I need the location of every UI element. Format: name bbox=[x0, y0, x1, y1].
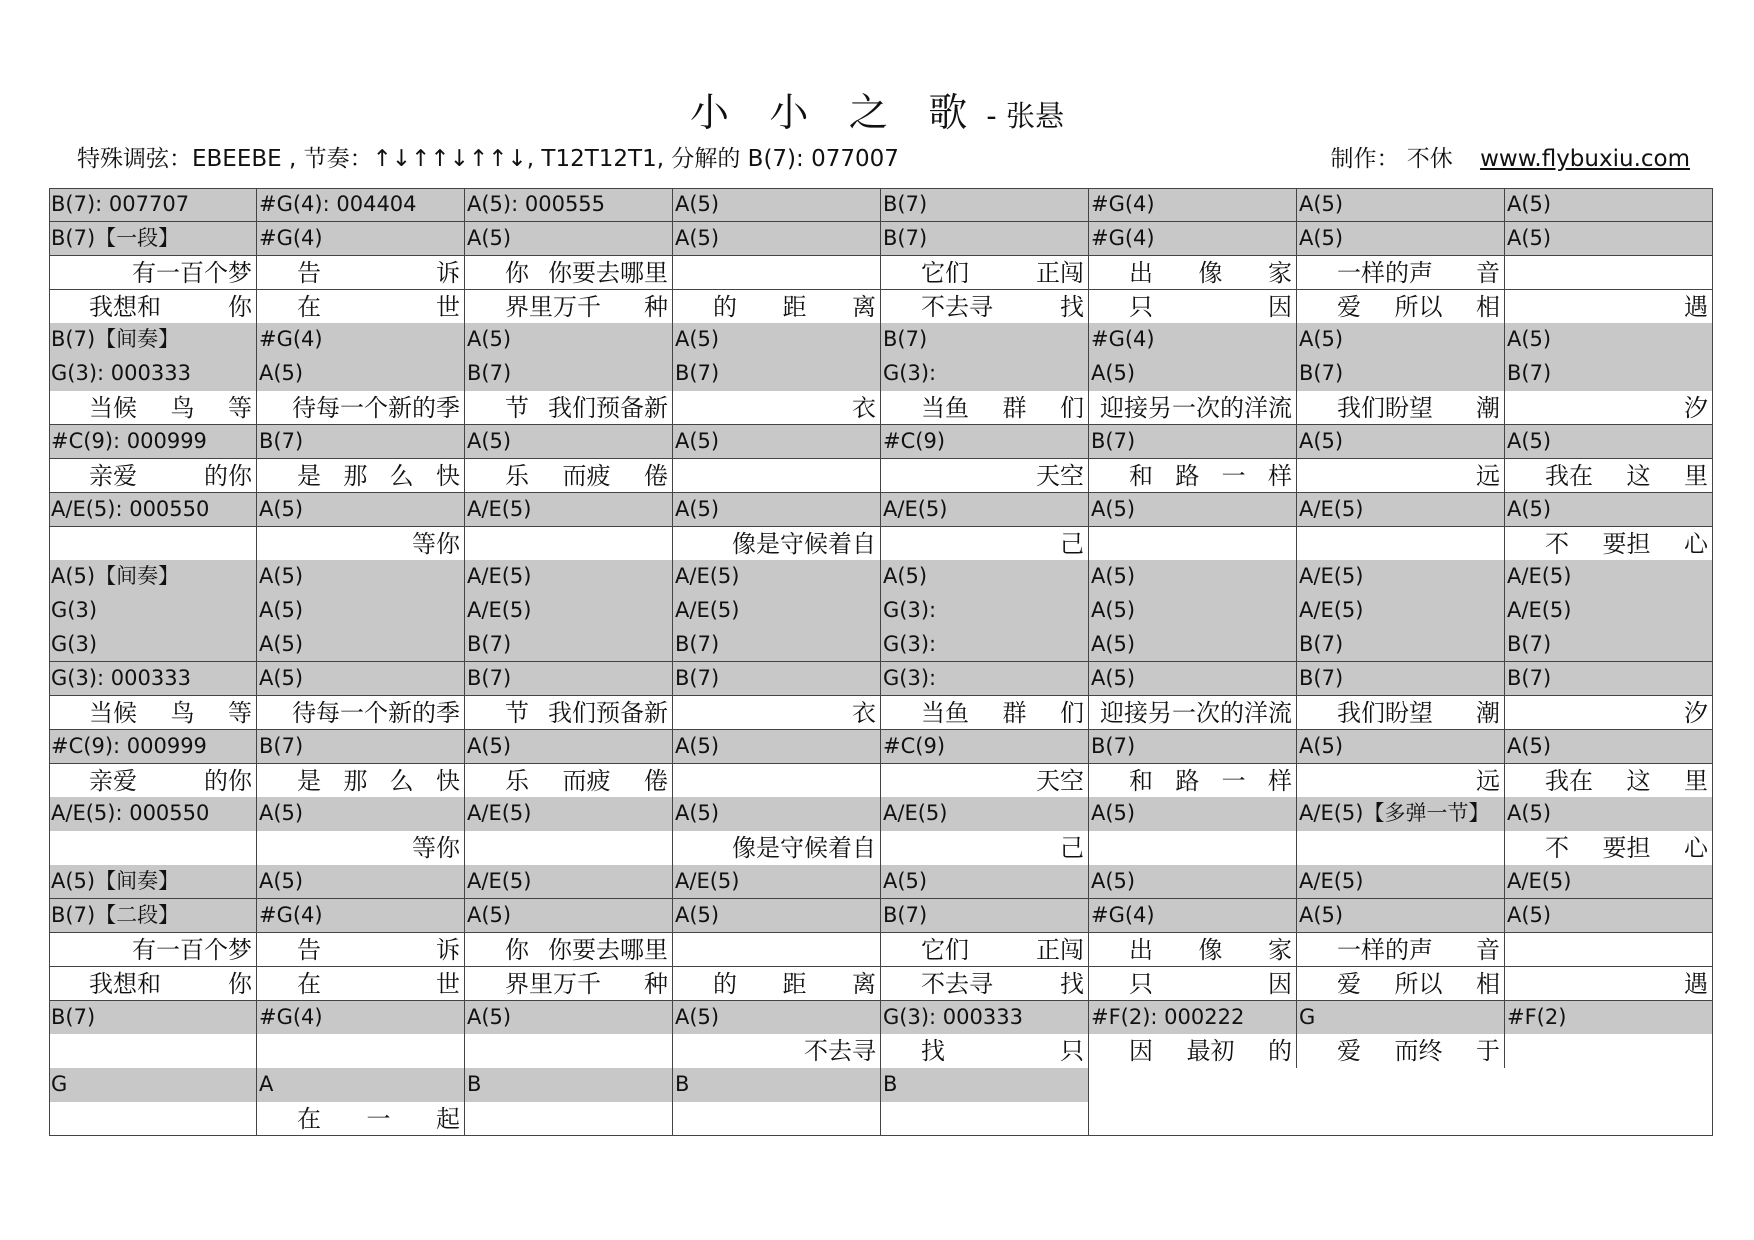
lyric-cell bbox=[1297, 696, 1505, 730]
lyric-cell bbox=[673, 933, 881, 967]
lyric-cell bbox=[1505, 527, 1713, 561]
chord-cell: B(7) bbox=[1297, 662, 1505, 696]
chord-cell: #C(9) bbox=[881, 425, 1089, 459]
lyric-cell bbox=[881, 696, 1089, 730]
lyric-cell bbox=[49, 831, 257, 865]
chord-cell: B(7) bbox=[465, 662, 673, 696]
lyric-text: 等你 bbox=[412, 529, 460, 558]
lyric-cell bbox=[673, 1102, 881, 1136]
lyric-text: 是 那 么 快 bbox=[297, 766, 460, 795]
chord-cell: A/E(5) bbox=[881, 493, 1089, 527]
empty-area bbox=[1089, 1068, 1713, 1136]
chord-cell: #F(2) bbox=[1505, 1001, 1713, 1035]
lyric-cell bbox=[465, 1102, 673, 1136]
lyric-cell bbox=[1297, 459, 1505, 493]
lyric-cell bbox=[1297, 933, 1505, 967]
lyric-text: 乐 而疲 倦 bbox=[505, 461, 668, 490]
chord-cell: A/E(5): 000550 bbox=[49, 493, 257, 527]
lyric-text: 界里万千 种 bbox=[505, 969, 668, 998]
chord-cell: A(5) bbox=[1089, 560, 1297, 594]
chord-cell: G(3): bbox=[881, 594, 1089, 628]
lyric-text: 因 最初 的 bbox=[1129, 1037, 1292, 1066]
chord-cell: B bbox=[673, 1068, 881, 1102]
lyric-cell bbox=[673, 1034, 881, 1068]
lyric-cell bbox=[1089, 527, 1297, 561]
lyric-cell bbox=[1297, 256, 1505, 290]
lyric-text: 出 像 家 bbox=[1129, 935, 1292, 964]
chord-cell: A(5) bbox=[1297, 899, 1505, 933]
chord-cell: A(5) bbox=[1089, 797, 1297, 831]
lyric-text: 节 我们预备新 bbox=[505, 394, 668, 423]
chord-cell: B(7) bbox=[881, 323, 1089, 357]
lyric-cell bbox=[673, 459, 881, 493]
chord-cell: A(5) bbox=[257, 493, 465, 527]
lyric-cell bbox=[1505, 696, 1713, 730]
lyric-text: 汐 bbox=[1684, 698, 1708, 727]
chord-cell: A(5) bbox=[1505, 323, 1713, 357]
lyric-text: 在 世 bbox=[297, 969, 460, 998]
lyric-cell bbox=[257, 967, 465, 1001]
chord-cell: A/E(5) bbox=[465, 493, 673, 527]
lyric-cell bbox=[257, 1102, 465, 1136]
chord-cell: A(5)【间奏】 bbox=[49, 560, 257, 594]
lyric-cell bbox=[1297, 391, 1505, 425]
lyric-cell bbox=[1505, 290, 1713, 324]
lyric-cell bbox=[673, 527, 881, 561]
lyric-text: 有一百个梦 bbox=[132, 935, 252, 964]
chord-cell: A(5) bbox=[881, 560, 1089, 594]
chord-cell: A(5) bbox=[257, 797, 465, 831]
lyric-text: 的 距 离 bbox=[713, 292, 876, 321]
lyric-cell bbox=[1089, 1034, 1297, 1068]
lyric-cell bbox=[1089, 459, 1297, 493]
chord-cell: A/E(5) bbox=[881, 797, 1089, 831]
chord-cell: G(3): bbox=[881, 662, 1089, 696]
lyric-text: 告 诉 bbox=[297, 935, 460, 964]
chord-cell: A/E(5) bbox=[465, 865, 673, 899]
chord-cell: A/E(5) bbox=[1297, 865, 1505, 899]
lyric-text: 远 bbox=[1476, 461, 1500, 490]
lyric-cell bbox=[465, 256, 673, 290]
chord-cell: A(5) bbox=[1089, 662, 1297, 696]
chord-cell: A(5) bbox=[257, 865, 465, 899]
lyric-cell bbox=[49, 256, 257, 290]
lyric-cell bbox=[257, 256, 465, 290]
lyric-text: 它们 正闯 bbox=[921, 258, 1084, 287]
lyric-text: 爱 所以 相 bbox=[1337, 969, 1500, 998]
chord-cell: B(7) bbox=[673, 628, 881, 662]
lyric-cell bbox=[1505, 967, 1713, 1001]
chord-cell: #F(2): 000222 bbox=[1089, 1001, 1297, 1035]
lyric-cell bbox=[1297, 764, 1505, 798]
chord-cell: A(5) bbox=[1505, 188, 1713, 222]
chord-cell: #G(4) bbox=[1089, 188, 1297, 222]
lyric-cell bbox=[465, 391, 673, 425]
credit-label: 制作： 不休 bbox=[1330, 146, 1453, 172]
lyric-text: 乐 而疲 倦 bbox=[505, 766, 668, 795]
chord-cell: G(3): 000333 bbox=[49, 357, 257, 391]
lyric-text: 当候 鸟 等 bbox=[89, 394, 252, 423]
lyric-cell bbox=[257, 290, 465, 324]
lyric-cell bbox=[465, 764, 673, 798]
chord-cell: #G(4) bbox=[1089, 222, 1297, 256]
chord-cell: A(5) bbox=[881, 865, 1089, 899]
chord-cell: A bbox=[257, 1068, 465, 1102]
lyric-text: 只 因 bbox=[1129, 969, 1292, 998]
lyric-text: 爱 而终 于 bbox=[1337, 1037, 1500, 1066]
chord-cell: A(5) bbox=[257, 357, 465, 391]
chord-cell: A/E(5) bbox=[465, 797, 673, 831]
chord-cell: A/E(5) bbox=[1505, 560, 1713, 594]
chord-cell: G(3): 000333 bbox=[881, 1001, 1089, 1035]
chord-cell: #G(4): 004404 bbox=[257, 188, 465, 222]
lyric-text: 像是守候着自 bbox=[732, 834, 876, 863]
lyric-cell bbox=[1297, 290, 1505, 324]
lyric-text: 出 像 家 bbox=[1129, 258, 1292, 287]
lyric-text: 你 你要去哪里 bbox=[505, 935, 668, 964]
chord-cell: #G(4) bbox=[1089, 323, 1297, 357]
lyric-text: 亲爱 的你 bbox=[89, 461, 252, 490]
lyric-text: 遇 bbox=[1684, 969, 1708, 998]
chord-cell: A(5) bbox=[1297, 222, 1505, 256]
lyric-cell bbox=[1089, 764, 1297, 798]
chord-cell: G(3): bbox=[881, 628, 1089, 662]
chord-cell: G bbox=[1297, 1001, 1505, 1035]
lyric-cell bbox=[257, 831, 465, 865]
lyric-text: 像是守候着自 bbox=[732, 529, 876, 558]
chord-cell: A(5) bbox=[673, 730, 881, 764]
lyric-cell bbox=[49, 290, 257, 324]
chord-cell: A/E(5) bbox=[673, 560, 881, 594]
chord-cell: A(5) bbox=[1505, 899, 1713, 933]
chord-cell: G(3): bbox=[881, 357, 1089, 391]
chord-cell: A(5) bbox=[257, 560, 465, 594]
lyric-text: 我在 这 里 bbox=[1545, 461, 1708, 490]
lyric-cell bbox=[257, 527, 465, 561]
lyric-cell bbox=[49, 696, 257, 730]
lyric-cell bbox=[1089, 696, 1297, 730]
chord-cell: B(7)【二段】 bbox=[49, 899, 257, 933]
lyric-text: 己 bbox=[1060, 834, 1084, 863]
lyric-cell bbox=[465, 527, 673, 561]
chord-cell: B(7) bbox=[1505, 662, 1713, 696]
chord-cell: A(5) bbox=[673, 1001, 881, 1035]
lyric-cell bbox=[465, 290, 673, 324]
credit-block bbox=[1330, 140, 1690, 173]
chord-cell: A(5) bbox=[1505, 425, 1713, 459]
chord-cell: A(5): 000555 bbox=[465, 188, 673, 222]
chord-cell: B(7)【一段】 bbox=[49, 222, 257, 256]
lyric-text: 衣 bbox=[852, 394, 876, 423]
lyric-text: 你 你要去哪里 bbox=[505, 258, 668, 287]
lyric-text: 衣 bbox=[852, 698, 876, 727]
song-title-block bbox=[0, 82, 1754, 138]
lyric-text: 的 距 离 bbox=[713, 969, 876, 998]
chord-cell: G bbox=[49, 1068, 257, 1102]
lyric-text: 告 诉 bbox=[297, 258, 460, 287]
lyric-cell bbox=[1297, 967, 1505, 1001]
lyric-text: 己 bbox=[1060, 529, 1084, 558]
lyric-cell bbox=[49, 764, 257, 798]
lyric-cell bbox=[257, 1034, 465, 1068]
chord-cell: B(7) bbox=[881, 222, 1089, 256]
chord-cell: A(5) bbox=[465, 1001, 673, 1035]
chord-cell: A(5) bbox=[1505, 730, 1713, 764]
lyric-cell bbox=[881, 764, 1089, 798]
chord-cell: A(5) bbox=[1297, 323, 1505, 357]
chord-cell: A(5) bbox=[465, 730, 673, 764]
lyric-cell bbox=[1089, 967, 1297, 1001]
chord-cell: G(3): 000333 bbox=[49, 662, 257, 696]
lyric-text: 一样的声 音 bbox=[1337, 935, 1500, 964]
tuning-rhythm-info: 特殊调弦：EBEEBE , 节奏：↑↓↑↑↓↑↑↓, T12T12T1, 分解的 B(7): 077007 bbox=[77, 146, 899, 172]
lyric-cell bbox=[1089, 290, 1297, 324]
lyric-cell bbox=[465, 967, 673, 1001]
chord-cell: A/E(5) bbox=[465, 560, 673, 594]
chord-cell: B(7) bbox=[1297, 628, 1505, 662]
lyric-text: 天空 bbox=[1036, 766, 1084, 795]
chord-cell: B(7) bbox=[1297, 357, 1505, 391]
lyric-cell bbox=[673, 967, 881, 1001]
lyric-text: 待每一个新的季 bbox=[292, 698, 460, 727]
lyric-cell bbox=[465, 1034, 673, 1068]
chord-cell: A(5) bbox=[257, 628, 465, 662]
lyric-text: 远 bbox=[1476, 766, 1500, 795]
lyric-text: 在 一 起 bbox=[297, 1105, 460, 1134]
lyric-cell bbox=[881, 527, 1089, 561]
lyric-cell bbox=[49, 933, 257, 967]
chord-cell: A/E(5) bbox=[465, 594, 673, 628]
chord-lyric-grid bbox=[49, 188, 1713, 1136]
chord-cell: #G(4) bbox=[257, 899, 465, 933]
lyric-cell bbox=[673, 764, 881, 798]
chord-cell: B(7) bbox=[673, 662, 881, 696]
lyric-text: 我想和 你 bbox=[89, 292, 252, 321]
lyric-text: 我想和 你 bbox=[89, 969, 252, 998]
lyric-text: 当鱼 群 们 bbox=[921, 698, 1084, 727]
chord-cell: A(5) bbox=[673, 425, 881, 459]
lyric-text: 迎接另一次的洋流 bbox=[1100, 698, 1292, 727]
chord-cell: A(5) bbox=[1505, 797, 1713, 831]
lyric-text: 爱 所以 相 bbox=[1337, 292, 1500, 321]
song-title: 小 小 之 歌 bbox=[690, 91, 982, 136]
lyric-cell bbox=[1297, 1034, 1505, 1068]
lyric-cell bbox=[881, 391, 1089, 425]
lyric-text: 它们 正闯 bbox=[921, 935, 1084, 964]
chord-cell: #G(4) bbox=[1089, 899, 1297, 933]
chord-cell: #C(9): 000999 bbox=[49, 730, 257, 764]
lyric-text: 节 我们预备新 bbox=[505, 698, 668, 727]
chord-cell: B(7) bbox=[673, 357, 881, 391]
chord-cell: A/E(5) bbox=[1297, 594, 1505, 628]
lyric-text: 和 路 一 样 bbox=[1129, 461, 1292, 490]
chord-cell: A(5)【间奏】 bbox=[49, 865, 257, 899]
chord-cell: B(7) bbox=[881, 899, 1089, 933]
lyric-text: 当鱼 群 们 bbox=[921, 394, 1084, 423]
chord-cell: A/E(5) bbox=[1505, 865, 1713, 899]
lyric-cell bbox=[1089, 933, 1297, 967]
chord-cell: A(5) bbox=[257, 662, 465, 696]
chord-cell: A(5) bbox=[1089, 493, 1297, 527]
lyric-cell bbox=[881, 290, 1089, 324]
lyric-cell bbox=[465, 459, 673, 493]
lyric-cell bbox=[257, 459, 465, 493]
lyric-text: 我在 这 里 bbox=[1545, 766, 1708, 795]
lyric-cell bbox=[1089, 256, 1297, 290]
lyric-cell bbox=[257, 764, 465, 798]
lyric-text: 不去寻 找 bbox=[921, 292, 1084, 321]
lyric-text: 找 只 bbox=[921, 1037, 1084, 1066]
chord-cell: A(5) bbox=[1297, 730, 1505, 764]
lyric-cell bbox=[49, 1034, 257, 1068]
lyric-cell bbox=[881, 1102, 1089, 1136]
chord-cell: A/E(5) bbox=[1297, 493, 1505, 527]
lyric-text: 只 因 bbox=[1129, 292, 1292, 321]
chord-cell: B bbox=[465, 1068, 673, 1102]
chord-cell: A(5) bbox=[1505, 493, 1713, 527]
lyric-cell bbox=[1505, 391, 1713, 425]
lyric-cell bbox=[49, 967, 257, 1001]
chord-cell: G(3) bbox=[49, 628, 257, 662]
lyric-cell bbox=[1297, 831, 1505, 865]
lyric-cell bbox=[49, 1102, 257, 1136]
lyric-cell bbox=[465, 933, 673, 967]
lyric-cell bbox=[881, 933, 1089, 967]
chord-cell: #G(4) bbox=[257, 222, 465, 256]
chord-cell: B(7) bbox=[1089, 425, 1297, 459]
lyric-cell bbox=[881, 1034, 1089, 1068]
chord-cell: A(5) bbox=[1297, 188, 1505, 222]
lyric-text: 遇 bbox=[1684, 292, 1708, 321]
lyric-text: 亲爱 的你 bbox=[89, 766, 252, 795]
lyric-cell bbox=[465, 696, 673, 730]
lyric-cell bbox=[1505, 459, 1713, 493]
chord-cell: #G(4) bbox=[257, 323, 465, 357]
chord-cell: A(5) bbox=[465, 899, 673, 933]
lyric-cell bbox=[1089, 391, 1297, 425]
chord-cell: A(5) bbox=[673, 188, 881, 222]
lyric-cell bbox=[1505, 256, 1713, 290]
chord-cell: A/E(5) bbox=[673, 865, 881, 899]
chord-cell: B(7) bbox=[49, 1001, 257, 1035]
website-link[interactable]: www.flybuxiu.com bbox=[1480, 146, 1690, 172]
chord-cell: A/E(5)【多弹一节】 bbox=[1297, 797, 1505, 831]
lyric-cell bbox=[881, 831, 1089, 865]
lyric-text: 不去寻 找 bbox=[921, 969, 1084, 998]
lyric-text: 是 那 么 快 bbox=[297, 461, 460, 490]
lyric-text: 有一百个梦 bbox=[132, 258, 252, 287]
lyric-cell bbox=[673, 290, 881, 324]
chord-cell: B bbox=[881, 1068, 1089, 1102]
chord-cell: A/E(5): 000550 bbox=[49, 797, 257, 831]
lyric-cell bbox=[465, 831, 673, 865]
chord-cell: A(5) bbox=[673, 323, 881, 357]
chord-cell: A(5) bbox=[1297, 425, 1505, 459]
chord-cell: A(5) bbox=[673, 797, 881, 831]
lyric-text: 待每一个新的季 bbox=[292, 394, 460, 423]
lyric-cell bbox=[1505, 831, 1713, 865]
chord-cell: #C(9) bbox=[881, 730, 1089, 764]
chord-cell: B(7): 007707 bbox=[49, 188, 257, 222]
lyric-text: 迎接另一次的洋流 bbox=[1100, 394, 1292, 423]
chord-cell: A(5) bbox=[1089, 594, 1297, 628]
lyric-text: 不去寻 bbox=[804, 1037, 876, 1066]
chord-cell: B(7) bbox=[1505, 628, 1713, 662]
lyric-text: 不 要担 心 bbox=[1545, 834, 1708, 863]
chord-cell: A/E(5) bbox=[1505, 594, 1713, 628]
chord-cell: G(3) bbox=[49, 594, 257, 628]
chord-cell: B(7)【间奏】 bbox=[49, 323, 257, 357]
chord-cell: A(5) bbox=[673, 222, 881, 256]
chord-cell: B(7) bbox=[1505, 357, 1713, 391]
chord-cell: B(7) bbox=[465, 357, 673, 391]
lyric-cell bbox=[673, 831, 881, 865]
lyric-cell bbox=[1505, 933, 1713, 967]
lyric-cell bbox=[257, 391, 465, 425]
lyric-cell bbox=[881, 256, 1089, 290]
lyric-cell bbox=[673, 256, 881, 290]
chord-cell: A(5) bbox=[1505, 222, 1713, 256]
chord-cell: A(5) bbox=[465, 222, 673, 256]
chord-cell: A(5) bbox=[1089, 628, 1297, 662]
lyric-cell bbox=[49, 391, 257, 425]
lyric-text: 汐 bbox=[1684, 394, 1708, 423]
chord-cell: A/E(5) bbox=[673, 594, 881, 628]
chord-cell: A(5) bbox=[673, 899, 881, 933]
chord-cell: A/E(5) bbox=[1297, 560, 1505, 594]
lyric-cell bbox=[881, 459, 1089, 493]
lyric-text: 界里万千 种 bbox=[505, 292, 668, 321]
chord-cell: B(7) bbox=[257, 425, 465, 459]
lyric-text: 等你 bbox=[412, 834, 460, 863]
lyric-cell bbox=[1505, 764, 1713, 798]
chord-cell: B(7) bbox=[1089, 730, 1297, 764]
chord-cell: #C(9): 000999 bbox=[49, 425, 257, 459]
lyric-cell bbox=[257, 696, 465, 730]
song-artist: - 张悬 bbox=[986, 99, 1064, 133]
lyric-cell bbox=[49, 527, 257, 561]
lyric-cell bbox=[1297, 527, 1505, 561]
chord-cell: #G(4) bbox=[257, 1001, 465, 1035]
chord-cell: A(5) bbox=[465, 425, 673, 459]
chord-cell: B(7) bbox=[257, 730, 465, 764]
chord-cell: A(5) bbox=[465, 323, 673, 357]
lyric-text: 我们盼望 潮 bbox=[1337, 394, 1500, 423]
lyric-text: 天空 bbox=[1036, 461, 1084, 490]
lyric-text: 当候 鸟 等 bbox=[89, 698, 252, 727]
lyric-cell bbox=[673, 696, 881, 730]
chord-cell: A(5) bbox=[673, 493, 881, 527]
chord-cell: A(5) bbox=[257, 594, 465, 628]
chord-cell: B(7) bbox=[881, 188, 1089, 222]
chord-cell: B(7) bbox=[465, 628, 673, 662]
lyric-cell bbox=[257, 933, 465, 967]
lyric-cell bbox=[1089, 831, 1297, 865]
lyric-text: 我们盼望 潮 bbox=[1337, 698, 1500, 727]
lyric-cell bbox=[673, 391, 881, 425]
lyric-text: 在 世 bbox=[297, 292, 460, 321]
chord-cell: A(5) bbox=[1089, 357, 1297, 391]
lyric-text: 和 路 一 样 bbox=[1129, 766, 1292, 795]
lyric-cell bbox=[881, 967, 1089, 1001]
lyric-text: 不 要担 心 bbox=[1545, 529, 1708, 558]
lyric-cell bbox=[49, 459, 257, 493]
lyric-text: 一样的声 音 bbox=[1337, 258, 1500, 287]
lyric-cell bbox=[1505, 1034, 1713, 1068]
chord-cell: A(5) bbox=[1089, 865, 1297, 899]
